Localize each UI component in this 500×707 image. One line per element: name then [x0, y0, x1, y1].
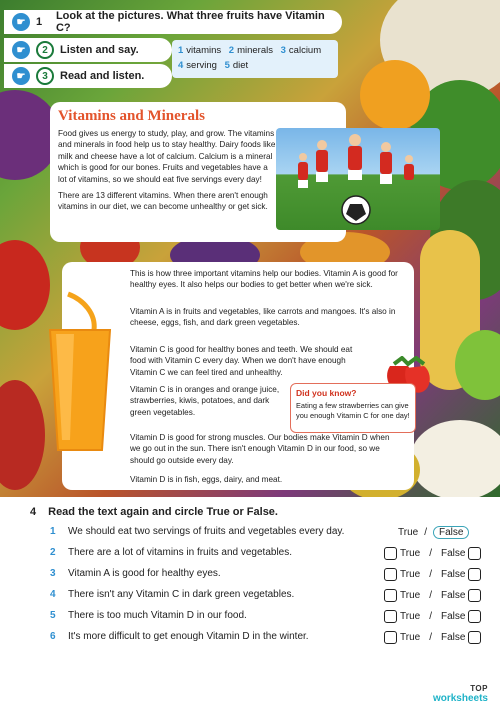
orange-shape	[360, 60, 430, 130]
vocabulary-box	[172, 40, 338, 78]
answer-choices: True / False	[384, 568, 481, 581]
instruction-2	[4, 38, 172, 62]
exercise-row	[40, 568, 490, 586]
orange-juice-glass	[44, 290, 116, 458]
instruction-number: 1	[35, 16, 43, 28]
article-paragraph: Vitamin A is in fruits and vegetables, like carrots and mangoes. It's also in cheese, eggs, fish, and dark green vegetables.	[130, 307, 396, 328]
topworksheets-logo: TOP worksheets	[432, 684, 488, 704]
exercise-row	[40, 547, 490, 565]
instruction-text: Read and listen.	[60, 70, 145, 82]
article-paragraph: Vitamin D is good for strong muscles. Our bodies make Vitamin D when we go out in the sun. There isn't enough Vitamin D in our food, so we should go outside every day.	[130, 433, 390, 465]
instruction-1	[4, 10, 342, 34]
vocab-item: 5 diet	[224, 60, 249, 71]
answer-choices: True / False	[384, 610, 481, 623]
instruction-3	[4, 64, 172, 88]
answer-choices: True / False	[398, 526, 469, 539]
vocab-item: 2 minerals	[228, 45, 273, 56]
item-number: 3	[50, 568, 56, 579]
answer-choices: True / False	[384, 631, 481, 644]
false-checkbox[interactable]	[468, 547, 481, 560]
true-option[interactable]: True	[398, 527, 419, 538]
hand-icon: ☛	[12, 41, 30, 59]
cauliflower-shape	[410, 420, 500, 497]
item-text: There is too much Vitamin D in our food.	[68, 610, 247, 621]
answer-choices: True / False	[384, 547, 481, 560]
exercise-row	[40, 631, 490, 649]
true-label: True	[400, 590, 421, 601]
article-title: Vitamins and Minerals	[58, 108, 205, 124]
false-checkbox[interactable]	[468, 568, 481, 581]
false-checkbox[interactable]	[468, 589, 481, 602]
item-text: There are a lot of vitamins in fruits and vegetables.	[68, 547, 293, 558]
hand-icon: ☛	[12, 67, 30, 85]
item-text: Vitamin A is good for healthy eyes.	[68, 568, 221, 579]
false-option-circled[interactable]: False	[433, 526, 469, 539]
exercise-number: 4	[30, 506, 37, 518]
true-checkbox[interactable]	[384, 610, 397, 623]
false-label: False	[440, 548, 466, 559]
item-number: 1	[50, 526, 56, 537]
pepper-shape	[0, 380, 45, 490]
instruction-text: Look at the pictures. What three fruits have Vitamin C?	[55, 10, 325, 34]
true-checkbox[interactable]	[384, 631, 397, 644]
item-text: It's more difficult to get enough Vitamin D in the winter.	[68, 631, 309, 642]
true-checkbox[interactable]	[384, 568, 397, 581]
instruction-text: Listen and say.	[60, 44, 139, 56]
exercise-row	[40, 589, 490, 607]
true-label: True	[400, 548, 421, 559]
article-paragraph: This is how three important vitamins help our bodies. Vitamin A is good for healthy eyes. It also helps our bodies to get better when we're sick.	[130, 269, 398, 290]
audio-track-number[interactable]: 3	[36, 67, 54, 85]
item-number: 4	[50, 589, 56, 600]
article-paragraph: Vitamin D is in fish, eggs, dairy, and meat.	[130, 475, 283, 484]
true-label: True	[400, 569, 421, 580]
did-you-know-text: Eating a few strawberries can give you enough Vitamin C for one day!	[296, 401, 410, 420]
exercise-row	[40, 526, 490, 544]
answer-choices: True / False	[384, 589, 481, 602]
article-paragraph: Food gives us energy to study, play, and grow. The vitamins and minerals in food help us to stay healthy. Dairy foods like milk and cheese have a lot of calcium. Calcium is a mineral which is good for our bones. Fruits and vegetables have a lot of vitamins, so we should eat five servings every day!	[58, 129, 276, 184]
false-label: False	[440, 590, 466, 601]
false-label: False	[440, 569, 466, 580]
true-checkbox[interactable]	[384, 547, 397, 560]
hand-icon: ☛	[12, 13, 30, 31]
vocab-item: 1 vitamins	[178, 45, 222, 56]
exercise-heading	[30, 506, 278, 518]
tomato-shape	[0, 240, 50, 330]
item-text: There isn't any Vitamin C in dark green vegetables.	[68, 589, 295, 600]
did-you-know-title: Did you know?	[296, 388, 357, 398]
article-paragraph: There are 13 different vitamins. When there aren't enough vitamins in our diet, we can become unhealthy or get sick.	[58, 191, 268, 212]
true-checkbox[interactable]	[384, 589, 397, 602]
vocab-item: 4 serving	[178, 60, 217, 71]
vocab-item: 3 calcium	[280, 45, 322, 56]
item-number: 5	[50, 610, 56, 621]
false-checkbox[interactable]	[468, 631, 481, 644]
item-number: 2	[50, 547, 56, 558]
audio-track-number[interactable]: 2	[36, 41, 54, 59]
exercise-row	[40, 610, 490, 628]
did-you-know-box	[290, 383, 416, 433]
article-paragraph: Vitamin C is good for healthy bones and teeth. We should eat food with Vitamin C every day. When we don't have enough Vitamin C we can feel tired and unhealthy.	[130, 345, 353, 377]
true-label: True	[400, 611, 421, 622]
children-football-photo	[276, 128, 440, 230]
exercise-instruction: Read the text again and circle True or False.	[48, 506, 278, 518]
item-text: We should eat two servings of fruits and vegetables every day.	[68, 526, 345, 537]
false-label: False	[440, 611, 466, 622]
false-checkbox[interactable]	[468, 610, 481, 623]
false-label: False	[440, 632, 466, 643]
article-paragraph: Vitamin C is in oranges and orange juice, strawberries, kiwis, potatoes, and dark green vegetables.	[130, 385, 280, 417]
item-number: 6	[50, 631, 56, 642]
true-label: True	[400, 632, 421, 643]
